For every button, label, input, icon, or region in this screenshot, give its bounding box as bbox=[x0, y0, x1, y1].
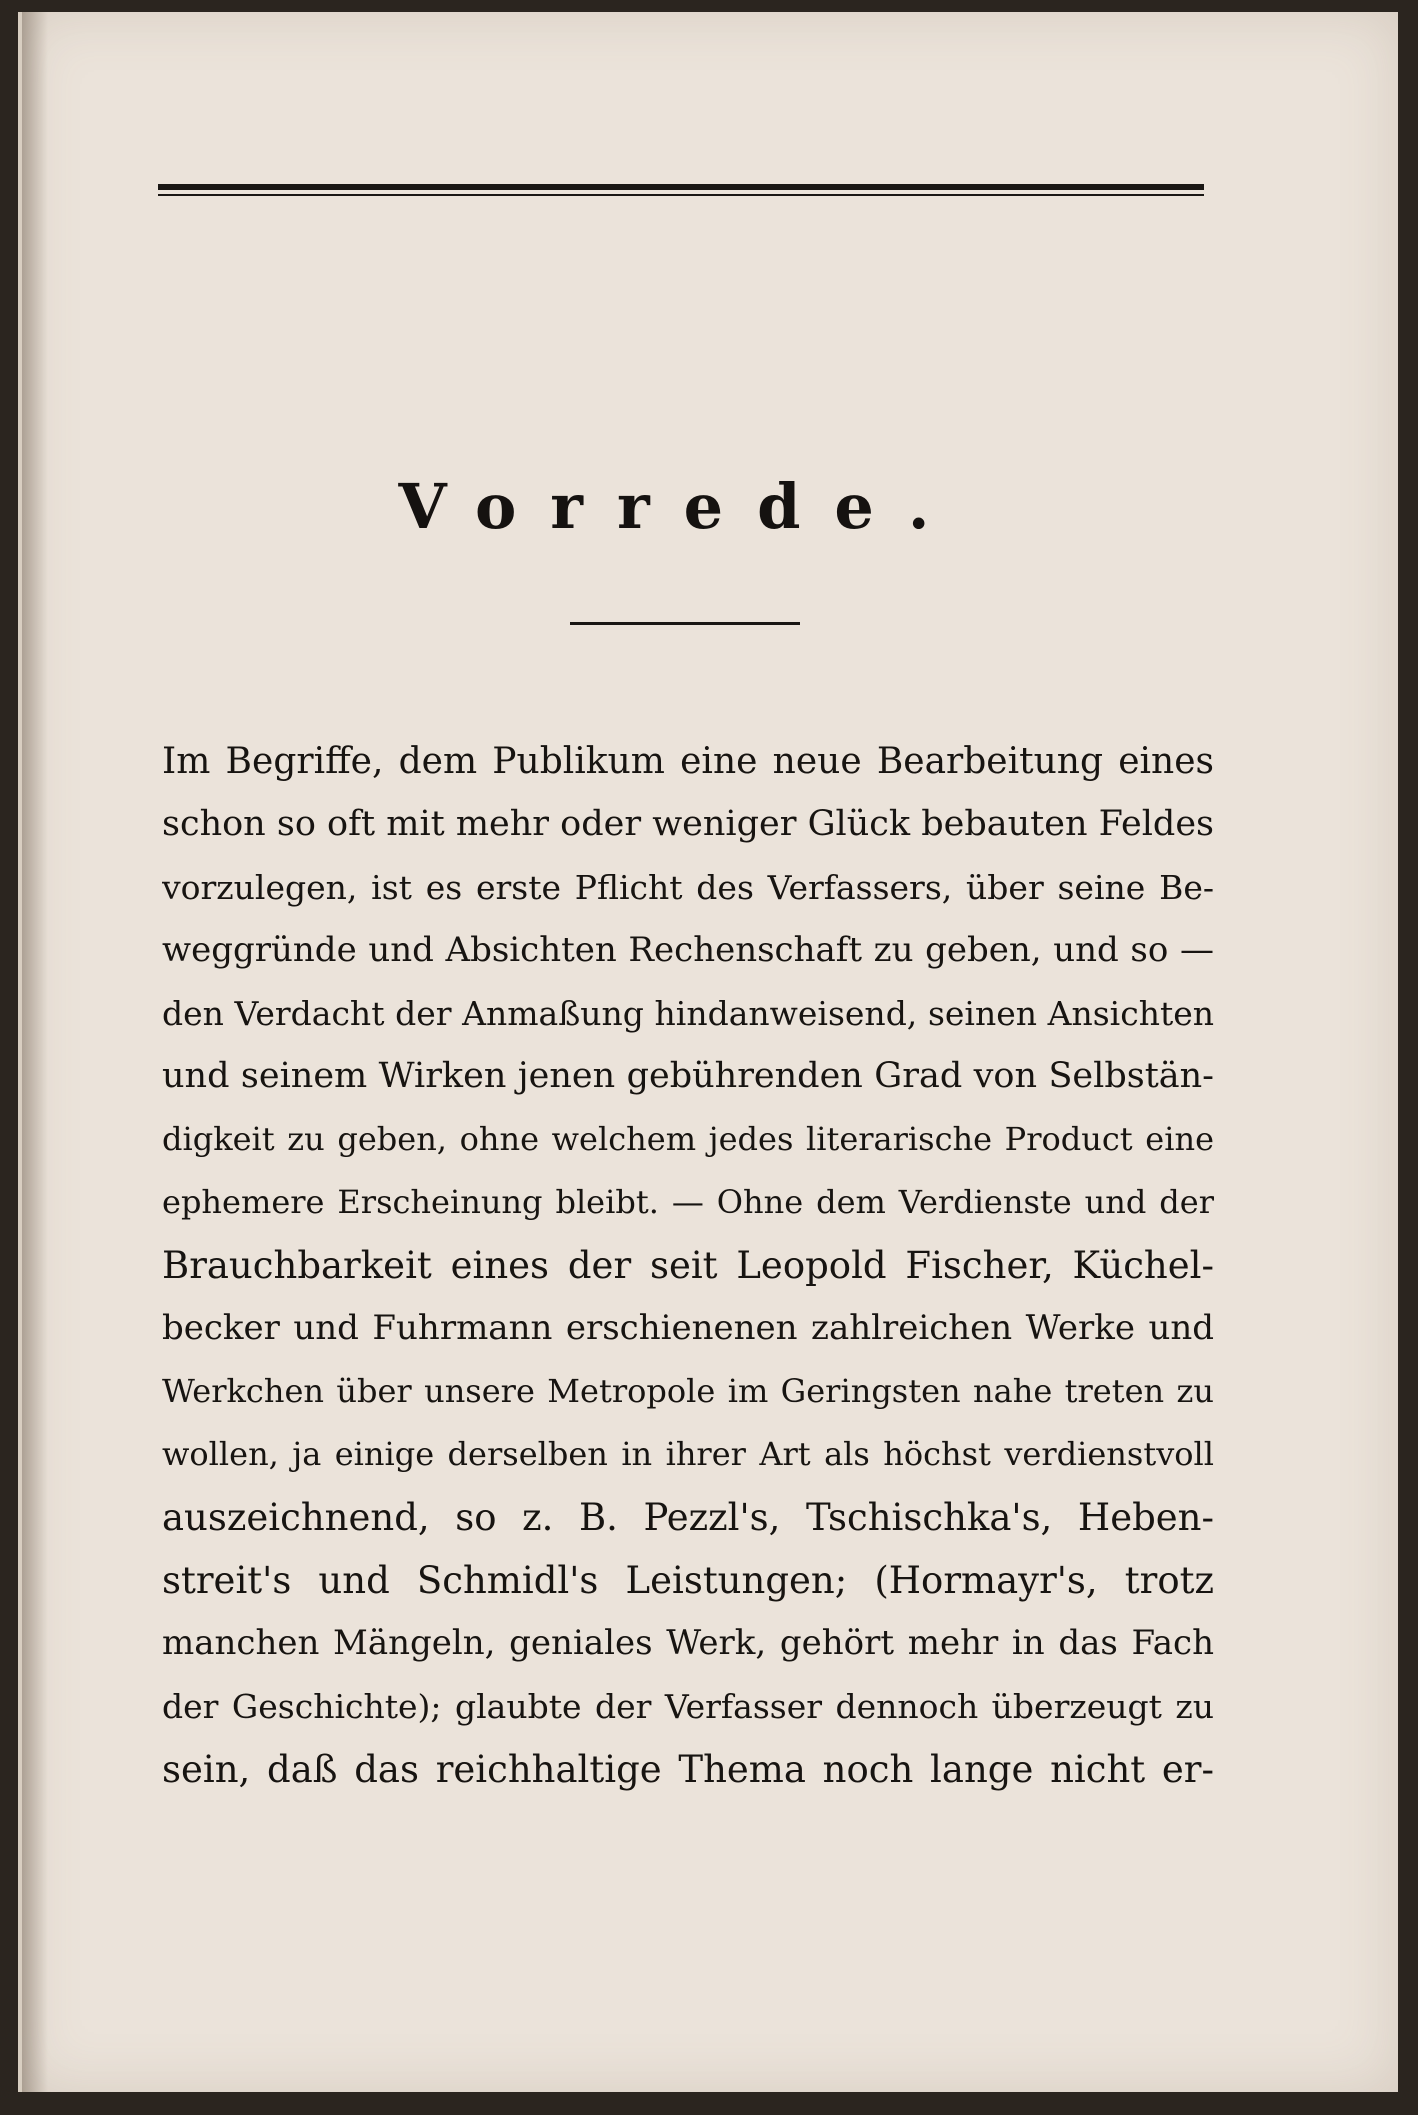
text-line: Brauchbarkeit eines der seit Leopold Fischer, Küchel- bbox=[162, 1244, 1214, 1287]
header-rule-thick bbox=[158, 184, 1204, 190]
text-line: becker und Fuhrmann erschienenen zahlreichen Werke und bbox=[162, 1308, 1214, 1348]
body-text bbox=[162, 730, 1214, 1801]
page-title: Vorrede. bbox=[398, 470, 964, 543]
text-line: schon so oft mit mehr oder weniger Glück bebauten Feldes bbox=[162, 804, 1214, 844]
text-line: vorzulegen, ist es erste Pflicht des Verfassers, über seine Be- bbox=[162, 868, 1214, 907]
text-line: und seinem Wirken jenen gebührenden Grad von Selbstän- bbox=[162, 1056, 1214, 1096]
text-line: digkeit zu geben, ohne welchem jedes literarische Product eine bbox=[162, 1120, 1214, 1158]
header-rule-thin bbox=[158, 194, 1204, 196]
header-double-rule bbox=[158, 184, 1204, 198]
spine-shadow bbox=[22, 12, 48, 2092]
title-underline-rule bbox=[570, 622, 800, 625]
text-line: streit's und Schmidl's Leistungen; (Hormayr's, trotz bbox=[162, 1559, 1214, 1602]
text-line: Werkchen über unsere Metropole im Geringsten nahe treten zu bbox=[162, 1372, 1214, 1410]
text-line: ephemere Erscheinung bleibt. — Ohne dem Verdienste und der bbox=[162, 1183, 1214, 1221]
text-line: Im Begriffe, dem Publikum eine neue Bearbeitung eines bbox=[162, 741, 1214, 782]
text-line: sein, daß das reichhaltige Thema noch lange nicht er- bbox=[162, 1748, 1214, 1791]
text-line: weggründe und Absichten Rechenschaft zu geben, und so — bbox=[162, 930, 1214, 970]
text-line: der Geschichte); glaubte der Verfasser dennoch überzeugt zu bbox=[162, 1687, 1214, 1726]
text-line: wollen, ja einige derselben in ihrer Art als höchst verdienstvoll bbox=[162, 1435, 1214, 1473]
text-line: manchen Mängeln, geniales Werk, gehört mehr in das Fach bbox=[162, 1623, 1214, 1663]
text-line: den Verdacht der Anmaßung hindanweisend, seinen Ansichten bbox=[162, 994, 1214, 1033]
text-line: auszeichnend, so z. B. Pezzl's, Tschischka's, Heben- bbox=[162, 1496, 1214, 1539]
